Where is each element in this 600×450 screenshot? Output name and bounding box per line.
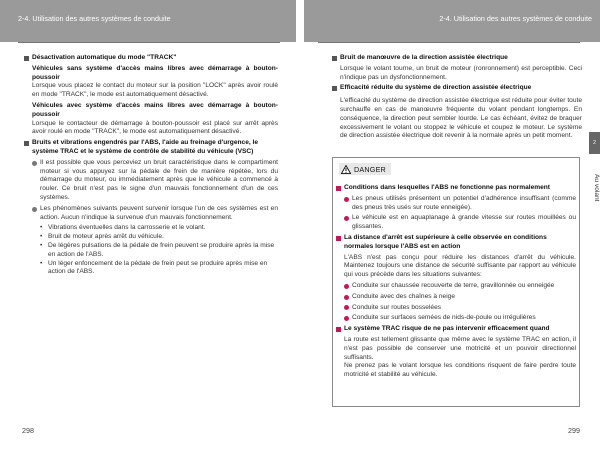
paragraph: Ne prenez pas le volant lorsque les conditions risquent de faire perdre toute motricité et stabilité au véhicule. [344, 362, 576, 379]
circle-bullet-icon [344, 316, 349, 321]
circle-bullet-icon [32, 207, 37, 212]
paragraph: La route est tellement glissante que même avec le système TRAC en action, il n'est pas possible de conserver une motricité et un pouvoir directionnel suffisants. [344, 335, 576, 361]
section-title-steering-noise: Bruit de manœuvre de la direction assistée électrique [340, 54, 508, 61]
list-item [32, 159, 278, 203]
circle-bullet-icon [344, 295, 349, 300]
list-item: Conduite sur routes bosselées [344, 304, 576, 313]
chapter-tab-label: Au volant [593, 174, 600, 202]
section-heading [24, 54, 278, 63]
circle-bullet-icon [344, 197, 349, 202]
list-item: Conduite sur chaussée recouverte de terre, gravillonnée ou enneigée [344, 282, 576, 291]
page-number-right: 299 [568, 426, 580, 435]
danger-heading: Le système TRAC risque de ne pas intervenir efficacement quand [336, 325, 576, 334]
square-bullet-icon [332, 56, 337, 61]
header-divider-right [318, 42, 580, 43]
list-item: Conduite avec des chaînes à neige [344, 293, 576, 302]
list-item-text: Il est possible que vous perceviez un bruit caractéristique dans le compartiment moteur si vous appuyez sur la pédale de frein de manière répétée, lors du démarrage du moteur, ou immédiatement après que le véhicule a commencé à rouler. Ce bruit n'est pas le signe d'un mauvais fonctionnement d'un de ces systèmes. [40, 158, 278, 201]
section-heading [332, 84, 582, 93]
list-item: Conduite sur surfaces semées de nids-de-poule ou irrégulières [344, 314, 576, 323]
danger-box [332, 157, 580, 407]
list-item: Les pneus utilisés présentent un potentiel d'adhérence insuffisant (comme des pneus très usés sur route enneigée). [344, 195, 576, 213]
chapter-tab: 2 [589, 132, 600, 154]
phenomena-list [32, 224, 278, 277]
list-item: • Un léger enfoncement de la pédale de frein peut se produire après mise en action de l'ABS. [40, 259, 268, 276]
subheading-without-smart-key: Véhicules sans système d'accès mains libres avec démarrage à bouton-poussoir [32, 64, 278, 81]
danger-heading: Conditions dans lesquelles l'ABS ne fonctionne pas normalement [336, 184, 576, 193]
section-title-abs-noise: Bruits et vibrations engendrés par l'ABS, l'aide au freinage d'urgence, le système TRAC et le système de contrôle de stabilité du véhicule (VSC) [32, 139, 259, 155]
list-item-text: Les phénomènes suivants peuvent survenir lorsque l'un de ces systèmes est en action. Aucun n'indique la survenue d'un mauvais fonctionnement. [40, 204, 278, 221]
left-column [24, 54, 278, 277]
circle-bullet-icon [344, 305, 349, 310]
list-item: • De légères pulsations de la pédale de frein peuvent se produire après la mise en action de l'ABS. [40, 241, 275, 258]
square-bullet-icon [336, 186, 341, 191]
header-divider-left [18, 42, 280, 43]
danger-body [336, 184, 576, 380]
list-item: Le véhicule est en aquaplanage à grande vitesse sur routes mouillées ou glissantes. [344, 214, 576, 232]
section-heading [332, 54, 582, 63]
right-column [332, 54, 582, 141]
square-bullet-icon [332, 86, 337, 91]
list-item: • Vibrations éventuelles dans la carrosserie et le volant. [40, 224, 206, 232]
paragraph: L'efficacité du système de direction assistée électrique est réduite pour éviter toute surchauffe en cas de manœuvre fréquente du volant pendant longtemps. En conséquence, la direction peut sembler lourde. Le cas échéant, évitez de braquer excessivement le volant ou stoppez le véhicule et coupez le moteur. Le système de direction assistée électrique doit revenir à la normale après un petit moment. [340, 97, 582, 140]
section-title-track-mode: Désactivation automatique du mode "TRACK" [32, 54, 177, 61]
list-item: • Bruit de moteur après arrêt du véhicule. [40, 233, 164, 241]
warning-triangle-icon [341, 165, 351, 174]
chapter-title-left: 2-4. Utilisation des autres systèmes de conduite [18, 14, 171, 23]
page-number-left: 298 [22, 426, 34, 435]
danger-title [339, 163, 391, 175]
square-bullet-icon [24, 141, 29, 146]
paragraph: Lorsque vous placez le contact du moteur sur la position "LOCK" après avoir roulé en mode "TRACK", le mode est automatiquement désactivé. [32, 82, 278, 99]
circle-bullet-icon [32, 161, 37, 166]
chapter-title-right: 2-4. Utilisation des autres systèmes de conduite [439, 14, 592, 23]
square-bullet-icon [24, 56, 29, 61]
header-bar-right [304, 0, 600, 42]
paragraph: L'ABS n'est pas conçu pour réduire les distances d'arrêt du véhicule. Maintenez toujours une distance de sécurité suffisante par rapport au véhicule qui vous précède dans les situations suivantes: [344, 253, 576, 279]
section-heading [24, 139, 278, 157]
paragraph: Lorsque le contacteur de démarrage à bouton-poussoir est placé sur arrêt après avoir roulé en mode "TRACK", le mode est automatiquement désactivé. [32, 119, 278, 136]
danger-label: DANGER [354, 164, 386, 174]
danger-heading: La distance d'arrêt est supérieure à celle observée en conditions normales lorsque l'ABS est en action [336, 234, 576, 252]
square-bullet-icon [336, 236, 341, 241]
square-bullet-icon [336, 327, 341, 332]
circle-bullet-icon [344, 216, 349, 221]
subheading-with-smart-key: Véhicules avec système d'accès mains libres avec démarrage à bouton-poussoir [32, 101, 278, 118]
section-title-steering-efficiency: Efficacité réduite du système de direction assistée électrique [340, 84, 532, 92]
header-bar-left [0, 0, 296, 42]
paragraph: Lorsque le volant tourne, un bruit de moteur (ronronnement) est perceptible. Ceci n'indique pas un dysfonctionnement. [340, 64, 582, 81]
list-item [32, 205, 278, 223]
circle-bullet-icon [344, 284, 349, 289]
